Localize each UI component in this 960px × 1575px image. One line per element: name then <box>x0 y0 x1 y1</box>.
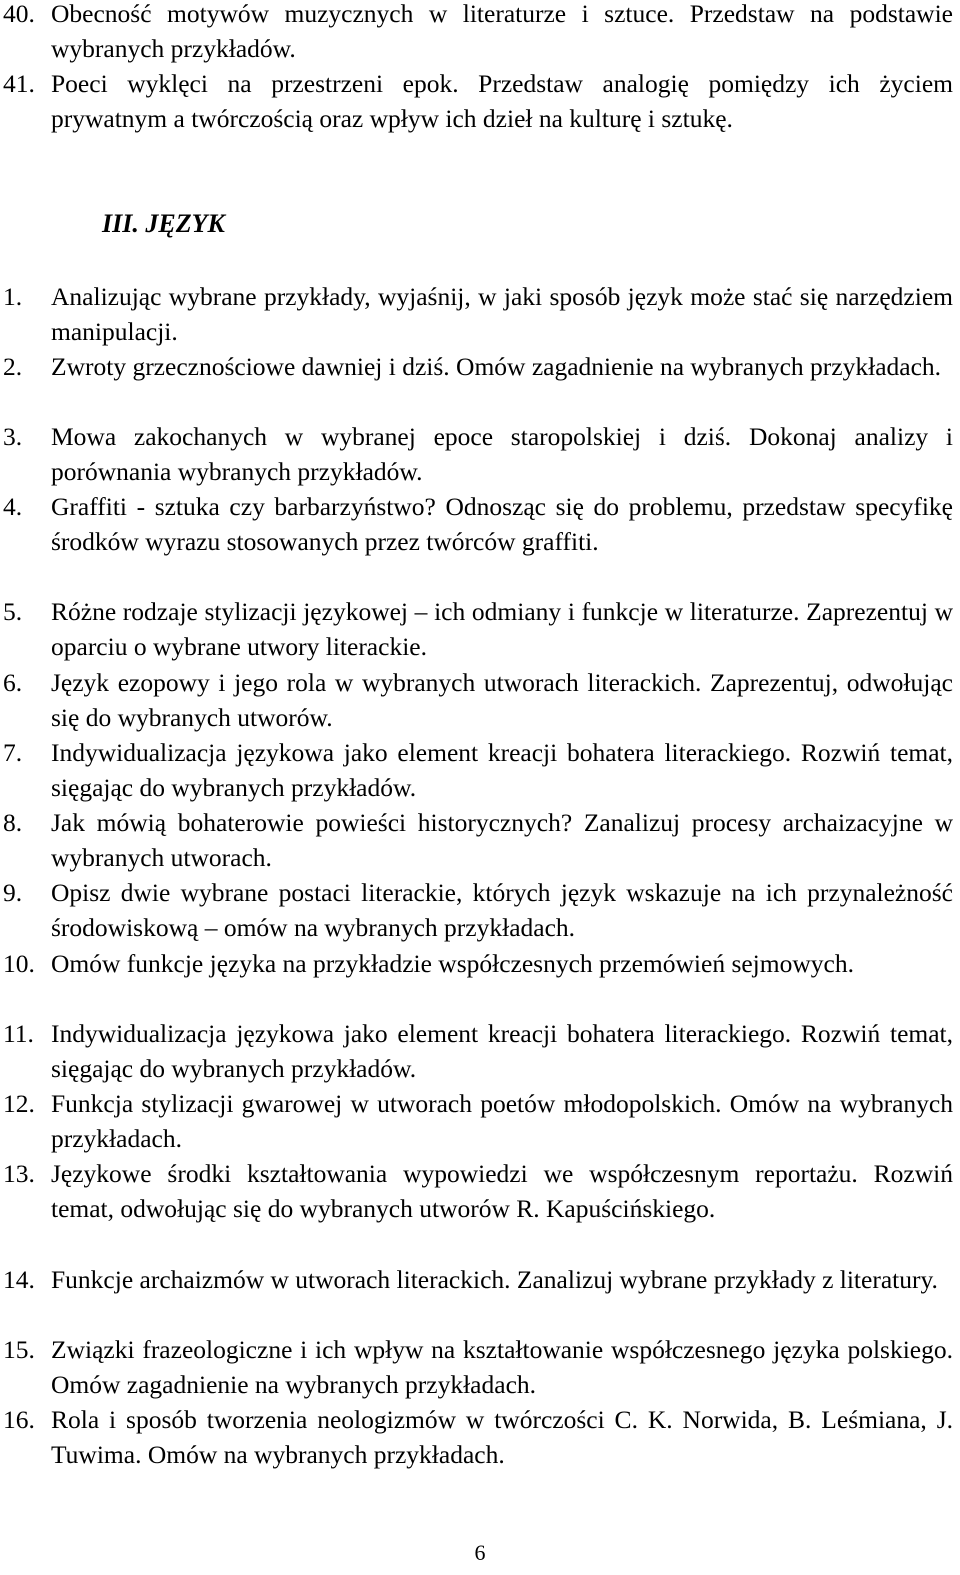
list-item <box>3 1332 953 1402</box>
list-item <box>3 735 953 805</box>
item-text: Poeci wyklęci na przestrzeni epok. Przedstaw analogię pomiędzy ich życiem prywatnym a twórczością oraz wpływ ich dzieł na kulturę i sztukę. <box>51 69 953 133</box>
page-number: 6 <box>474 1540 486 1565</box>
item-text: Rola i sposób tworzenia neologizmów w twórczości C. K. Norwida, B. Leśmiana, J. Tuwima. Omów na wybranych przykładach. <box>51 1405 953 1469</box>
item-text: Różne rodzaje stylizacji językowej – ich odmiany i funkcje w literaturze. Zaprezentuj w oparciu o wybrane utwory literackie. <box>51 597 953 661</box>
item-text: Indywidualizacja językowa jako element kreacji bohatera literackiego. Rozwiń temat, sięgając do wybranych przykładów. <box>51 738 953 802</box>
list-item <box>3 489 953 559</box>
list-item <box>3 279 953 349</box>
item-number: 1. <box>3 282 23 311</box>
item-number: 12. <box>3 1089 35 1118</box>
item-number: 5. <box>3 597 23 626</box>
item-number: 8. <box>3 808 23 837</box>
item-text: Zwroty grzecznościowe dawniej i dziś. Omów zagadnienie na wybranych przykładach. <box>51 352 942 381</box>
item-number: 3. <box>3 422 23 451</box>
list-item <box>3 1016 953 1086</box>
list-item <box>3 665 953 735</box>
list-item <box>3 805 953 875</box>
item-number: 9. <box>3 878 23 907</box>
item-text: Jak mówią bohaterowie powieści historycznych? Zanalizuj procesy archaizacyjne w wybranych utworach. <box>51 808 953 872</box>
section-heading: III. JĘZYK <box>102 209 225 238</box>
item-text: Indywidualizacja językowa jako element kreacji bohatera literackiego. Rozwiń temat, sięgając do wybranych przykładów. <box>51 1019 953 1083</box>
item-number: 7. <box>3 738 23 767</box>
item-text: Funkcje archaizmów w utworach literackich. Zanalizuj wybrane przykłady z literatury. <box>51 1265 938 1294</box>
item-text: Omów funkcje języka na przykładzie współczesnych przemówień sejmowych. <box>51 949 854 978</box>
item-text: Język ezopowy i jego rola w wybranych utworach literackich. Zaprezentuj, odwołując się do wybranych utworów. <box>51 668 953 732</box>
item-text: Analizując wybrane przykłady, wyjaśnij, w jaki sposób język może stać się narzędziem manipulacji. <box>51 282 953 346</box>
item-text: Funkcja stylizacji gwarowej w utworach poetów młodopolskich. Omów na wybranych przykładach. <box>51 1089 953 1153</box>
list-item <box>3 875 953 945</box>
list-item <box>3 1262 953 1297</box>
item-text: Językowe środki kształtowania wypowiedzi we współczesnym reportażu. Rozwiń temat, odwołując się do wybranych utworów R. Kapuścińskiego. <box>51 1159 953 1223</box>
item-number: 6. <box>3 668 23 697</box>
item-number: 16. <box>3 1405 35 1434</box>
list-item <box>3 1086 953 1156</box>
item-number: 11. <box>3 1019 34 1048</box>
list-item <box>3 1156 953 1226</box>
list-item <box>3 0 953 66</box>
item-number: 41. <box>3 69 35 98</box>
item-number: 2. <box>3 352 23 381</box>
list-item <box>3 946 953 981</box>
item-number: 15. <box>3 1335 35 1364</box>
item-number: 40. <box>3 0 35 28</box>
item-number: 4. <box>3 492 23 521</box>
list-item <box>3 1402 953 1472</box>
item-text: Mowa zakochanych w wybranej epoce staropolskiej i dziś. Dokonaj analizy i porównania wybranych przykładów. <box>51 422 953 486</box>
list-item <box>3 66 953 136</box>
item-number: 14. <box>3 1265 35 1294</box>
list-item <box>3 594 953 664</box>
item-text: Obecność motywów muzycznych w literaturze i sztuce. Przedstaw na podstawie wybranych przykładów. <box>51 0 953 63</box>
item-text: Związki frazeologiczne i ich wpływ na kształtowanie współczesnego języka polskiego. Omów zagadnienie na wybranych przykładach. <box>51 1335 953 1399</box>
list-item <box>3 349 953 384</box>
item-number: 13. <box>3 1159 35 1188</box>
item-number: 10. <box>3 949 35 978</box>
list-item <box>3 419 953 489</box>
item-text: Graffiti - sztuka czy barbarzyństwo? Odnosząc się do problemu, przedstaw specyfikę środków wyrazu stosowanych przez twórców graffiti. <box>51 492 953 556</box>
item-text: Opisz dwie wybrane postaci literackie, których język wskazuje na ich przynależność środowiskową – omów na wybranych przykładach. <box>51 878 953 942</box>
